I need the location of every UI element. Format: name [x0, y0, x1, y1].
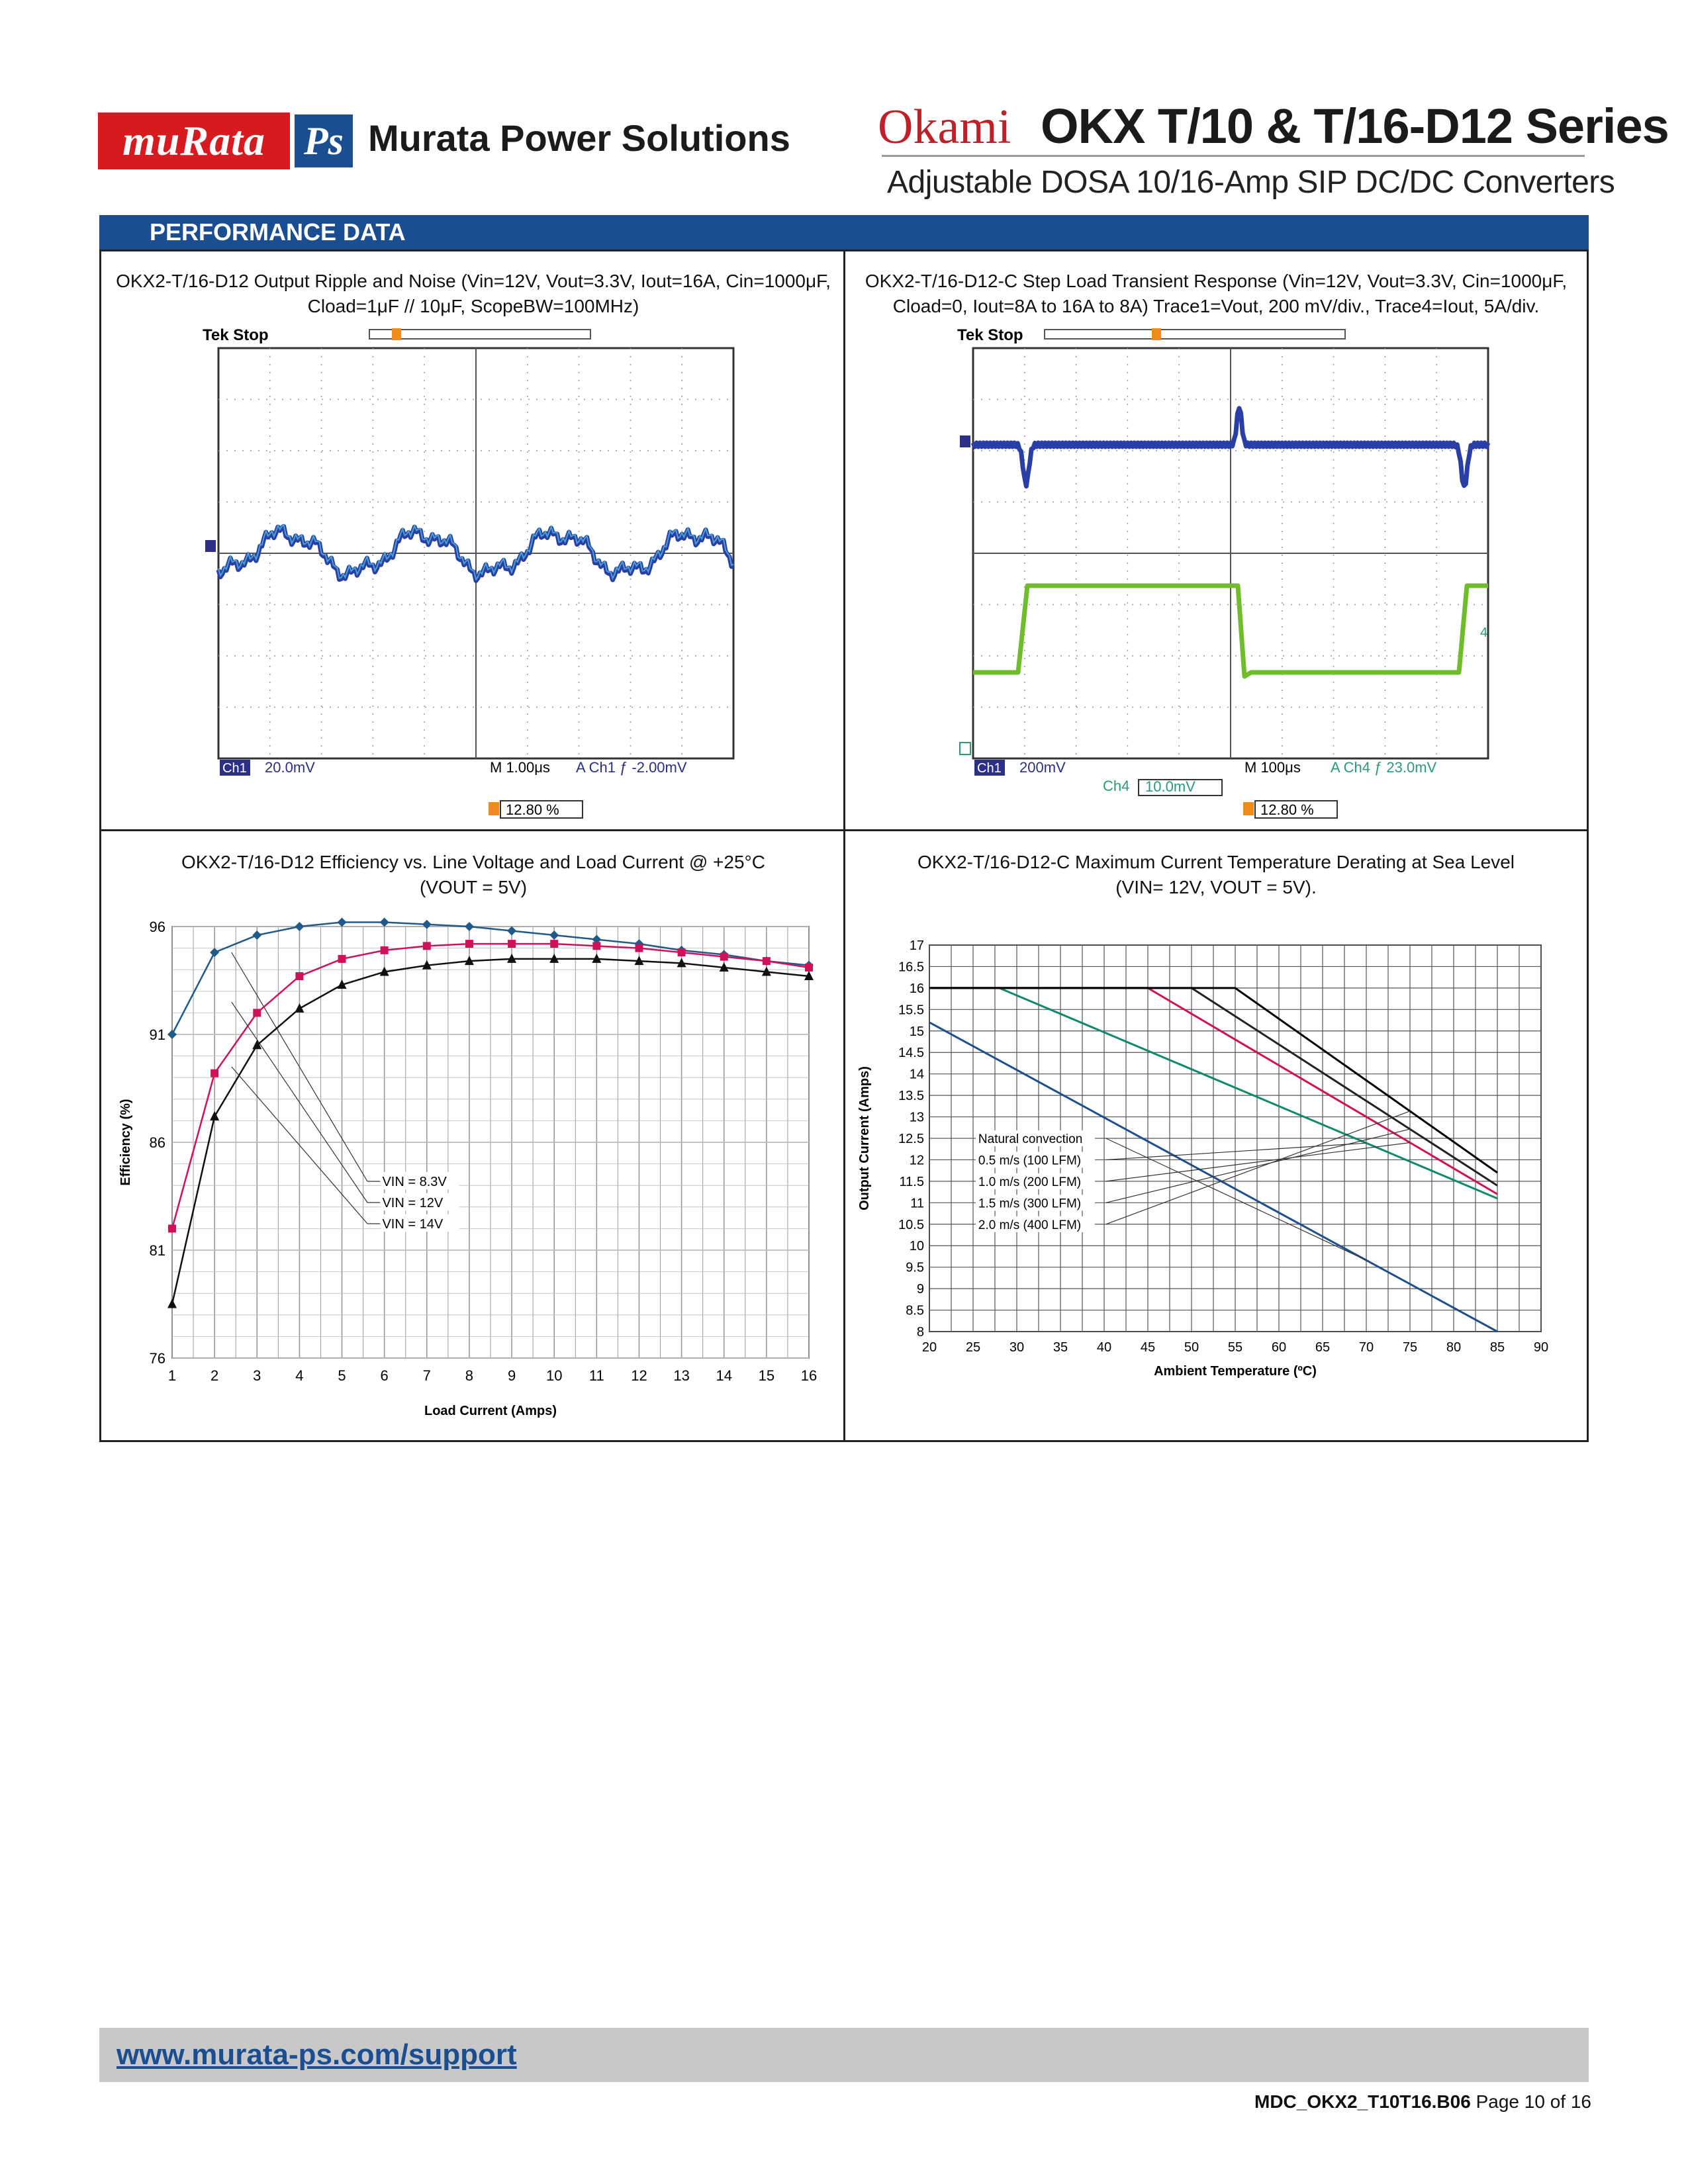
x-tick-label: 5 [338, 1367, 346, 1384]
trigger-pos-icon [1243, 802, 1254, 815]
x-tick-label: 70 [1358, 1340, 1374, 1355]
data-point [168, 1224, 176, 1232]
x-tick-label: 13 [673, 1367, 690, 1384]
panel-divider-horizontal [99, 829, 1589, 831]
y-tick-label: 13.5 [898, 1089, 924, 1104]
derating-caption [849, 850, 1583, 900]
y-tick-label: 12 [909, 1153, 924, 1168]
x-axis-label: Ambient Temperature (ºC) [1154, 1364, 1317, 1379]
ch1-ground-marker [205, 540, 216, 552]
y-tick-label: 10 [909, 1239, 924, 1254]
data-point [338, 955, 346, 963]
x-tick-label: 35 [1053, 1340, 1068, 1355]
page-number: Page 10 of 16 [1476, 2091, 1591, 2112]
transient-caption-line2: Cload=0, Iout=8A to 16A to 8A) Trace1=Vout, 200 mV/div., Trace4=Iout, 5A/div. [892, 296, 1540, 316]
y-tick-label: 96 [149, 919, 165, 935]
legend-entry: VIN = 14V [382, 1217, 444, 1232]
record-bar [1045, 330, 1345, 339]
x-tick-label: 45 [1140, 1340, 1156, 1355]
y-tick-label: 8 [916, 1325, 924, 1340]
legend-entry: 1.0 m/s (200 LFM) [978, 1175, 1082, 1189]
data-point [253, 1009, 261, 1017]
data-point [381, 946, 389, 954]
legend-entry: 1.5 m/s (300 LFM) [978, 1197, 1082, 1211]
ch1-scale: 200mV [1019, 759, 1066, 776]
data-point [423, 942, 431, 950]
x-tick-label: 80 [1446, 1340, 1462, 1355]
x-tick-label: 25 [965, 1340, 981, 1355]
ripple-caption-line2: Cload=1μF // 10μF, ScopeBW=100MHz) [307, 296, 639, 316]
x-tick-label: 16 [800, 1367, 818, 1384]
y-axis-label: Output Current (Amps) [857, 1066, 872, 1210]
y-tick-label: 9.5 [906, 1260, 924, 1275]
trigger-position: 12.80 % [1260, 801, 1314, 818]
derating-chart [854, 927, 1582, 1416]
legend-entry: VIN = 8.3V [382, 1175, 447, 1189]
y-axis-label: Efficiency (%) [118, 1099, 133, 1186]
y-tick-label: 16.5 [898, 960, 924, 975]
y-tick-label: 12.5 [898, 1132, 924, 1146]
y-tick-label: 14 [909, 1067, 924, 1082]
data-point [338, 917, 347, 927]
data-point [720, 953, 728, 961]
transient-caption-line1: OKX2-T/16-D12-C Step Load Transient Response (Vin=12V, Vout=3.3V, Cin=1000μF, [865, 271, 1568, 291]
ch4-level-marker: 4 [1480, 625, 1488, 640]
legend-entry: 0.5 m/s (100 LFM) [978, 1154, 1082, 1168]
scope-status-label: Tek Stop [957, 326, 1023, 344]
y-tick-label: 13 [909, 1110, 924, 1125]
scope-status-label: Tek Stop [203, 326, 269, 344]
y-tick-label: 8.5 [906, 1303, 924, 1318]
data-point [550, 940, 558, 948]
y-tick-label: 10.5 [898, 1217, 924, 1232]
data-point [380, 917, 389, 927]
ripple-caption-line1: OKX2-T/16-D12 Output Ripple and Noise (Vin=12V, Vout=3.3V, Iout=16A, Cin=1000μF, [116, 271, 831, 291]
trigger-setting: A Ch4 ƒ 23.0mV [1331, 759, 1437, 776]
record-bar [369, 330, 590, 339]
y-tick-label: 9 [916, 1282, 924, 1297]
section-title: PERFORMANCE DATA [99, 215, 1589, 250]
x-tick-label: 3 [253, 1367, 261, 1384]
x-tick-label: 2 [211, 1367, 219, 1384]
time-base: M 100μs [1244, 759, 1301, 776]
x-tick-label: 1 [167, 1367, 177, 1384]
x-tick-label: 6 [380, 1367, 389, 1384]
x-tick-label: 4 [295, 1367, 304, 1384]
ch4-badge-label: Ch4 [1103, 778, 1130, 794]
y-tick-label: 15 [909, 1024, 924, 1039]
data-point [295, 972, 303, 980]
data-point [508, 940, 516, 948]
legend-entry: Natural convection [978, 1132, 1083, 1146]
y-tick-label: 76 [149, 1350, 165, 1367]
transient-caption [849, 269, 1583, 319]
ripple-scope-capture [199, 324, 755, 827]
x-tick-label: 30 [1009, 1340, 1025, 1355]
ch1-badge-label: Ch1 [977, 761, 1002, 776]
derating-caption-line2: (VIN= 12V, VOUT = 5V). [1115, 877, 1317, 897]
x-tick-label: 55 [1227, 1340, 1243, 1355]
efficiency-caption-line2: (VOUT = 5V) [419, 877, 528, 897]
x-tick-label: 90 [1533, 1340, 1549, 1355]
x-axis-label: Load Current (Amps) [424, 1404, 557, 1418]
panel-divider-vertical [843, 250, 845, 1442]
x-tick-label: 20 [921, 1340, 937, 1355]
murata-logo: muRata [98, 113, 290, 169]
x-tick-label: 65 [1315, 1340, 1331, 1355]
company-name: Murata Power Solutions [368, 117, 790, 159]
trigger-setting: A Ch1 ƒ -2.00mV [576, 759, 687, 776]
x-tick-label: 50 [1184, 1340, 1199, 1355]
efficiency-caption [106, 850, 841, 900]
x-tick-label: 10 [545, 1367, 563, 1384]
footer-doc-info [1254, 2091, 1591, 2113]
legend-entry: VIN = 12V [382, 1196, 444, 1210]
efficiency-caption-line1: OKX2-T/16-D12 Efficiency vs. Line Voltage and Load Current @ +25°C [181, 852, 765, 872]
y-tick-label: 17 [909, 938, 924, 953]
ps-logo: Ps [293, 113, 355, 169]
data-point [635, 944, 643, 952]
data-point [211, 1069, 218, 1077]
x-tick-label: 8 [465, 1367, 474, 1384]
y-tick-label: 11.5 [899, 1174, 924, 1189]
x-tick-label: 11 [588, 1367, 604, 1384]
page-subtitle: Adjustable DOSA 10/16-Amp SIP DC/DC Converters [887, 165, 1615, 200]
derating-caption-line1: OKX2-T/16-D12-C Maximum Current Temperature Derating at Sea Level [917, 852, 1515, 872]
transient-scope-capture [953, 324, 1509, 827]
data-point [763, 957, 771, 965]
header-rule [882, 155, 1585, 157]
y-tick-label: 16 [909, 981, 924, 996]
trigger-marker-icon [1152, 328, 1161, 340]
data-point [592, 942, 600, 950]
time-base: M 1.00μs [490, 759, 550, 776]
data-point [465, 940, 473, 948]
ch1-badge-label: Ch1 [222, 761, 247, 776]
ch1-scale: 20.0mV [265, 759, 315, 776]
x-tick-label: 60 [1271, 1340, 1287, 1355]
y-tick-label: 91 [149, 1026, 165, 1043]
ch4-scale: 10.0mV [1145, 778, 1196, 795]
data-point [678, 948, 686, 956]
trigger-pos-icon [489, 802, 499, 815]
x-tick-label: 40 [1096, 1340, 1112, 1355]
ch4-ground-marker [960, 743, 970, 754]
x-tick-label: 12 [631, 1367, 647, 1384]
x-tick-label: 14 [716, 1367, 732, 1384]
trigger-position: 12.80 % [506, 801, 559, 818]
support-link[interactable]: www.murata-ps.com/support [117, 2038, 517, 2071]
x-tick-label: 85 [1489, 1340, 1505, 1355]
x-tick-label: 9 [507, 1367, 516, 1384]
legend-entry: 2.0 m/s (400 LFM) [978, 1218, 1082, 1232]
y-tick-label: 86 [149, 1134, 165, 1151]
series-title: OKX T/10 & T/16-D12 Series [1041, 99, 1669, 154]
ch1-ground-marker [960, 435, 970, 447]
y-tick-label: 81 [149, 1242, 165, 1259]
x-tick-label: 7 [422, 1367, 431, 1384]
doc-id: MDC_OKX2_T10T16.B06 [1254, 2091, 1471, 2112]
x-tick-label: 75 [1402, 1340, 1418, 1355]
x-tick-label: 15 [758, 1367, 775, 1384]
y-tick-label: 15.5 [898, 1003, 924, 1018]
y-tick-label: 14.5 [898, 1046, 924, 1061]
ripple-caption [106, 269, 841, 319]
data-point [805, 964, 813, 972]
efficiency-chart [113, 907, 841, 1436]
trigger-marker-icon [392, 328, 401, 340]
y-tick-label: 11 [910, 1196, 924, 1211]
okami-brand: Okami [878, 100, 1011, 154]
